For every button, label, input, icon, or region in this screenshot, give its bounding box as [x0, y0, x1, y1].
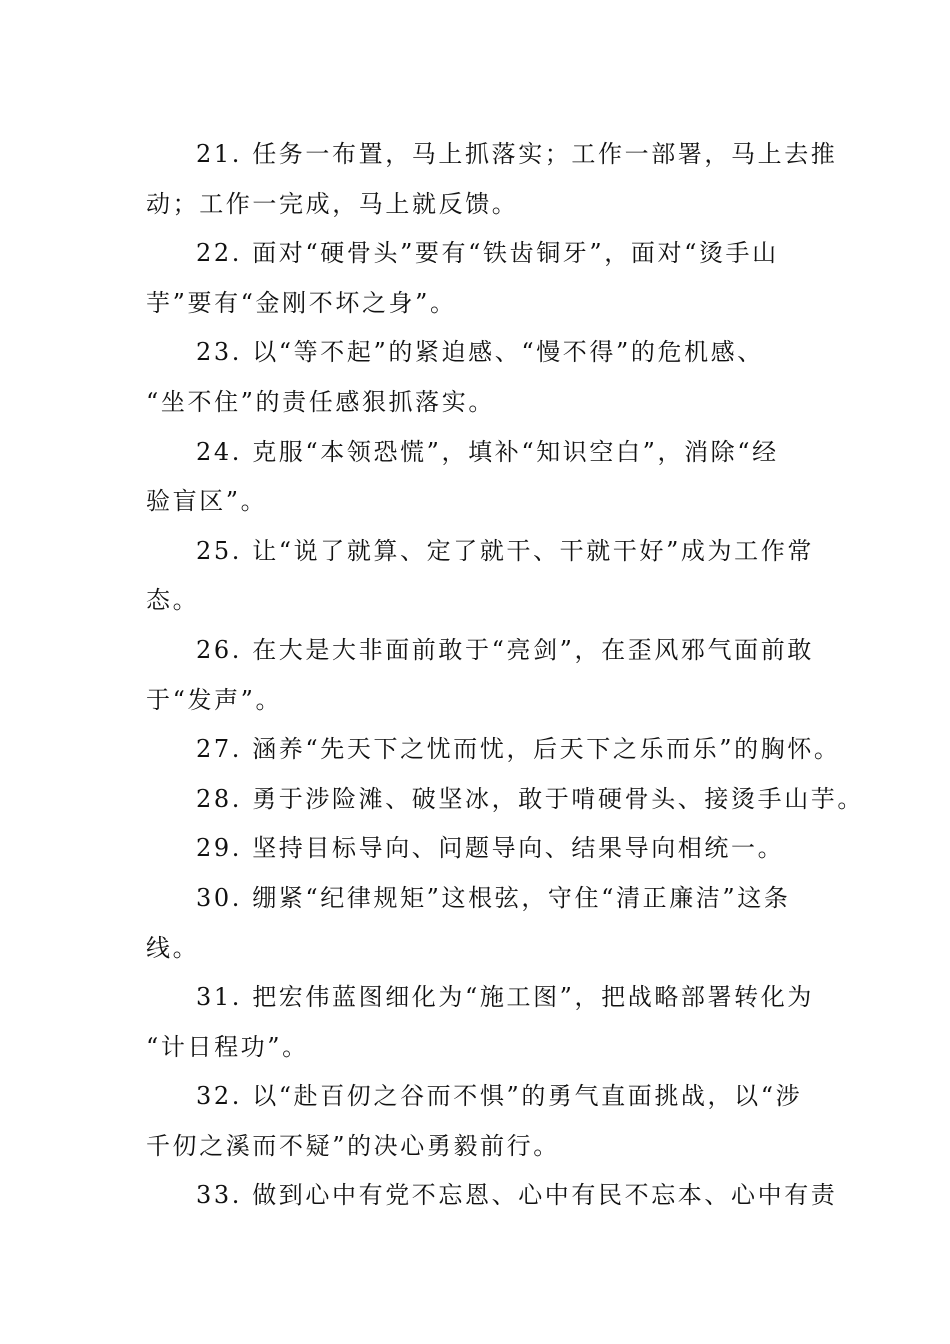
paragraph-33 — [146, 1171, 838, 1221]
paragraph-26 — [146, 626, 814, 725]
paragraph-29 — [146, 824, 806, 874]
paragraph-22 — [146, 229, 806, 328]
paragraph-line: 22. 面对“硬骨头”要有“铁齿铜牙”，面对“烫手山 — [196, 239, 779, 268]
paragraph-line: 26. 在大是大非面前敢于“亮剑”，在歪风邪气面前敢 — [196, 635, 814, 664]
paragraph-line: 线。 — [146, 933, 200, 962]
paragraph-line: 30. 绷紧“纪律规矩”这根弦，守住“清正廉洁”这条 — [196, 883, 791, 912]
paragraph-line: 29. 坚持目标导向、问题导向、结果导向相统一。 — [196, 834, 785, 863]
paragraph-line: 验盲区”。 — [146, 487, 268, 516]
paragraph-line: 25. 让“说了就算、定了就干、干就干好”成为工作常 — [196, 536, 814, 565]
paragraph-line: 21. 任务一布置，马上抓落实；工作一部署，马上去推 — [196, 140, 838, 168]
paragraph-27 — [146, 725, 841, 775]
paragraph-31 — [146, 973, 814, 1072]
paragraph-21 — [146, 130, 838, 229]
paragraph-30 — [146, 874, 806, 973]
paragraph-32 — [146, 1072, 806, 1171]
paragraph-23 — [146, 328, 806, 427]
paragraph-line: 32. 以“赴百仞之谷而不惧”的勇气直面挑战，以“涉 — [196, 1082, 803, 1111]
paragraph-line: “坐不住”的责任感狠抓落实。 — [146, 387, 495, 416]
document-body — [146, 130, 864, 1221]
paragraph-25 — [146, 527, 814, 626]
paragraph-line: “计日程功”。 — [146, 1032, 309, 1061]
paragraph-line: 24. 克服“本领恐慌”，填补“知识空白”，消除“经 — [196, 437, 779, 466]
paragraph-line: 于“发声”。 — [146, 685, 283, 714]
paragraph-line: 千仞之溪而不疑”的决心勇毅前行。 — [146, 1131, 560, 1160]
paragraph-line: 动；工作一完成，马上就反馈。 — [146, 189, 519, 218]
paragraph-line: 33. 做到心中有党不忘恩、心中有民不忘本、心中有责 — [196, 1181, 838, 1210]
paragraph-line: 31. 把宏伟蓝图细化为“施工图”，把战略部署转化为 — [196, 983, 814, 1012]
paragraph-line: 芋”要有“金刚不坏之身”。 — [146, 288, 457, 317]
paragraph-line: 23. 以“等不起”的紧迫感、“慢不得”的危机感、 — [196, 338, 764, 367]
paragraph-line: 态。 — [146, 586, 200, 615]
paragraph-28 — [146, 775, 864, 825]
paragraph-24 — [146, 428, 806, 527]
paragraph-line: 28. 勇于涉险滩、破坚冰，敢于啃硬骨头、接烫手山芋。 — [196, 784, 864, 813]
paragraph-line: 27. 涵养“先天下之忧而忧，后天下之乐而乐”的胸怀。 — [196, 735, 841, 764]
